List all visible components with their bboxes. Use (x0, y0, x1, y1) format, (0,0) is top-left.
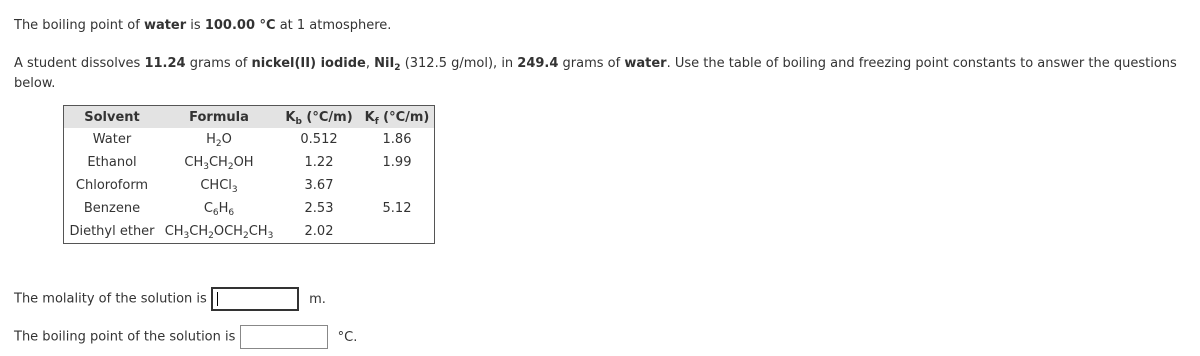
formula-part: CH (189, 224, 209, 239)
kb-unit: (°C/m) (301, 109, 353, 125)
cell-solvent: Chloroform (75, 178, 149, 193)
cell-solvent: Ethanol (87, 155, 137, 170)
formula-part: CH (248, 224, 268, 239)
cell-kb: 2.53 (304, 201, 334, 216)
formula-subscript: 3 (231, 185, 238, 195)
table-row (64, 174, 435, 197)
intro-text (14, 18, 391, 33)
formula-subscript: 6 (212, 208, 219, 218)
formula-part: H (218, 201, 229, 216)
cell-formula (160, 128, 278, 151)
molality-question (14, 287, 326, 311)
cell-kf (360, 220, 435, 244)
cell-formula (160, 174, 278, 197)
intro-text-part: at 1 atmosphere. (275, 18, 392, 33)
formula-subscript: 2 (242, 231, 249, 241)
formula-part: C (203, 201, 213, 216)
text-cursor (217, 292, 218, 306)
header-solvent: Solvent (64, 106, 161, 129)
formula-part: OCH (213, 224, 243, 239)
cell-kb: 2.02 (304, 224, 334, 239)
table-row (64, 151, 435, 174)
intro-text-part: The boiling point of (14, 18, 144, 33)
solvent-mass: 249.4 (517, 56, 559, 71)
cell-solvent: Water (92, 132, 132, 147)
boiling-point-question (14, 325, 357, 349)
cell-kf: 1.86 (382, 132, 412, 147)
molality-input[interactable] (211, 287, 299, 311)
problem-text: grams of (558, 56, 625, 71)
formula-subscript: 3 (183, 231, 190, 241)
formula-subscript: 3 (203, 162, 209, 172)
formula-part: NiI (374, 56, 395, 71)
formula-part: OH (233, 155, 254, 170)
cell-formula (160, 151, 278, 174)
cell-formula (160, 197, 278, 220)
boiling-point-unit: °C. (337, 329, 358, 345)
kf-subscript: f (374, 116, 379, 127)
cell-kb: 0.512 (300, 132, 338, 147)
kb-symbol: K (285, 109, 296, 125)
table-row (64, 197, 435, 220)
intro-text-part: is (186, 18, 205, 33)
intro-boiling-point: 100.00 °C (204, 18, 276, 33)
table-header-row (64, 106, 435, 129)
boiling-point-label: The boiling point of the solution is (14, 329, 236, 345)
cell-kf: 5.12 (382, 201, 412, 216)
constants-table (63, 105, 435, 244)
kf-unit: (°C/m) (378, 109, 430, 125)
problem-text: A student dissolves (14, 56, 145, 71)
formula-part: CHCl (200, 178, 232, 193)
solute-formula (374, 56, 400, 71)
formula-subscript: 2 (227, 162, 234, 172)
cell-solvent: Benzene (83, 201, 141, 216)
cell-kb: 1.22 (304, 155, 334, 170)
cell-kf: 1.99 (382, 155, 412, 170)
molality-label: The molality of the solution is (14, 291, 207, 307)
header-kf (360, 106, 435, 129)
formula-subscript: 2 (215, 139, 222, 149)
formula-part: CH (208, 155, 228, 170)
formula-part: CH (164, 224, 184, 239)
header-formula: Formula (160, 106, 278, 129)
solvent-name: water (624, 56, 667, 71)
formula-subscript: 2 (208, 231, 214, 241)
table-row (64, 220, 435, 244)
cell-formula (160, 220, 278, 244)
problem-text: (312.5 g/mol), in (400, 56, 518, 71)
problem-text: , (365, 56, 375, 71)
cell-solvent: Diethyl ether (69, 224, 155, 239)
problem-text: . Use the table of boiling and freezing point constants to answer the questions below. (14, 56, 1177, 91)
cell-kb: 3.67 (304, 178, 334, 193)
problem-statement (14, 54, 1184, 94)
header-kb (278, 106, 360, 129)
problem-text: grams of (185, 56, 252, 71)
boiling-point-input[interactable] (240, 325, 328, 349)
solute-mass: 11.24 (144, 56, 186, 71)
formula-subscript: 3 (267, 231, 274, 241)
formula-part: O (221, 132, 232, 147)
cell-kf (360, 174, 435, 197)
kf-symbol: K (364, 109, 375, 125)
formula-subscript: 2 (394, 63, 401, 73)
molality-unit: m. (309, 291, 326, 307)
formula-part: H (206, 132, 216, 147)
kb-subscript: b (295, 116, 302, 127)
intro-solvent: water (143, 18, 187, 33)
table-row (64, 128, 435, 151)
formula-part: CH (184, 155, 204, 170)
solute-name: nickel(II) iodide (251, 56, 366, 71)
formula-subscript: 6 (228, 208, 235, 218)
